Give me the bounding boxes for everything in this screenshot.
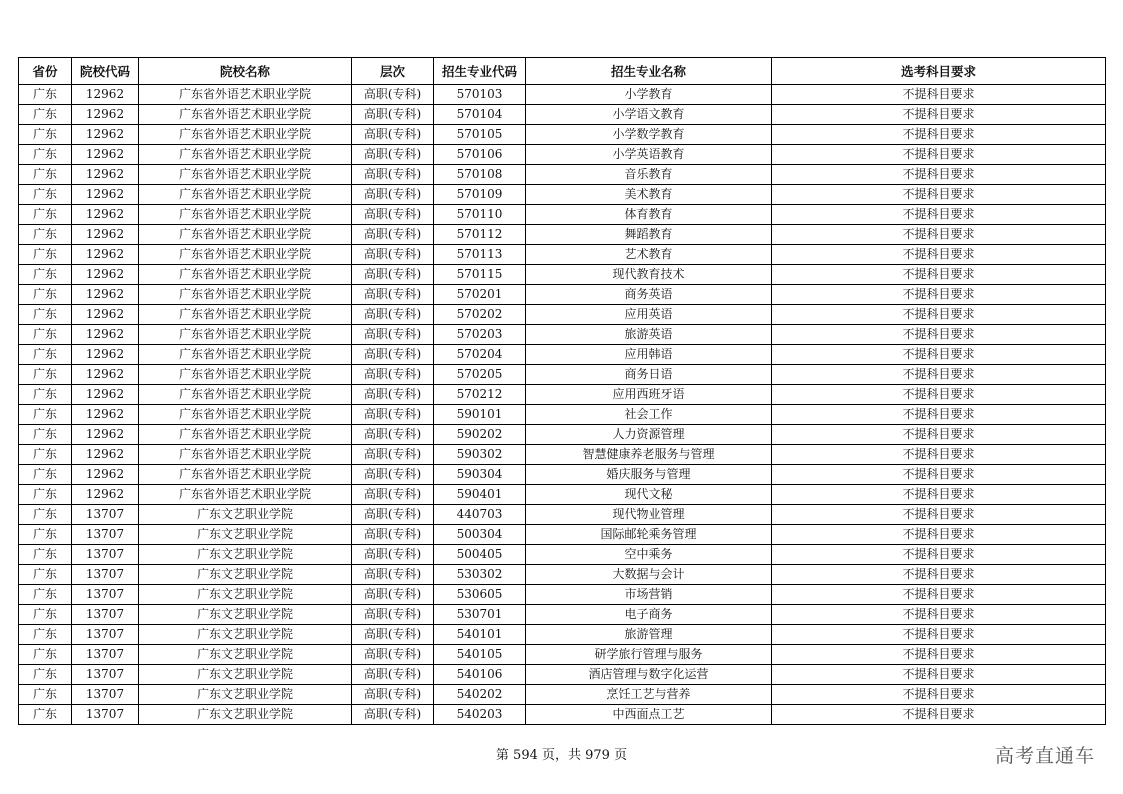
cell-subject-requirement: 不提科目要求 <box>772 605 1106 625</box>
cell-subject-requirement: 不提科目要求 <box>772 125 1106 145</box>
cell-subject-requirement: 不提科目要求 <box>772 185 1106 205</box>
cell-school-code: 13707 <box>72 645 139 665</box>
cell-level: 高职(专科) <box>352 225 434 245</box>
cell-school-code: 13707 <box>72 605 139 625</box>
cell-level: 高职(专科) <box>352 205 434 225</box>
cell-school-name: 广东省外语艺术职业学院 <box>139 405 352 425</box>
cell-school-code: 13707 <box>72 705 139 725</box>
header-school-name: 院校名称 <box>139 58 352 85</box>
cell-school-name: 广东省外语艺术职业学院 <box>139 325 352 345</box>
cell-school-code: 12962 <box>72 465 139 485</box>
table-row <box>19 125 1106 145</box>
cell-school-name: 广东省外语艺术职业学院 <box>139 125 352 145</box>
cell-level: 高职(专科) <box>352 265 434 285</box>
cell-subject-requirement: 不提科目要求 <box>772 265 1106 285</box>
cell-major-code: 530302 <box>434 565 526 585</box>
cell-major-code: 590302 <box>434 445 526 465</box>
cell-major-name: 人力资源管理 <box>526 425 772 445</box>
cell-province: 广东 <box>19 85 72 105</box>
cell-school-code: 12962 <box>72 185 139 205</box>
cell-major-name: 社会工作 <box>526 405 772 425</box>
cell-school-code: 12962 <box>72 485 139 505</box>
cell-province: 广东 <box>19 625 72 645</box>
cell-major-name: 现代物业管理 <box>526 505 772 525</box>
table-row <box>19 405 1106 425</box>
cell-school-name: 广东文艺职业学院 <box>139 585 352 605</box>
cell-school-name: 广东省外语艺术职业学院 <box>139 145 352 165</box>
table-row <box>19 505 1106 525</box>
cell-major-code: 570104 <box>434 105 526 125</box>
cell-school-code: 12962 <box>72 105 139 125</box>
table-row <box>19 625 1106 645</box>
cell-level: 高职(专科) <box>352 545 434 565</box>
cell-school-name: 广东文艺职业学院 <box>139 645 352 665</box>
table-row <box>19 485 1106 505</box>
table-row <box>19 425 1106 445</box>
cell-major-code: 530605 <box>434 585 526 605</box>
cell-province: 广东 <box>19 145 72 165</box>
cell-school-name: 广东省外语艺术职业学院 <box>139 205 352 225</box>
cell-level: 高职(专科) <box>352 185 434 205</box>
cell-subject-requirement: 不提科目要求 <box>772 685 1106 705</box>
table-row <box>19 285 1106 305</box>
cell-major-code: 540106 <box>434 665 526 685</box>
cell-major-code: 590101 <box>434 405 526 425</box>
cell-subject-requirement: 不提科目要求 <box>772 105 1106 125</box>
cell-subject-requirement: 不提科目要求 <box>772 705 1106 725</box>
cell-level: 高职(专科) <box>352 165 434 185</box>
cell-school-code: 12962 <box>72 325 139 345</box>
cell-province: 广东 <box>19 425 72 445</box>
cell-province: 广东 <box>19 125 72 145</box>
cell-major-name: 电子商务 <box>526 605 772 625</box>
table-row <box>19 585 1106 605</box>
cell-province: 广东 <box>19 605 72 625</box>
cell-province: 广东 <box>19 525 72 545</box>
header-row <box>19 58 1106 85</box>
cell-school-name: 广东省外语艺术职业学院 <box>139 165 352 185</box>
cell-major-name: 应用西班牙语 <box>526 385 772 405</box>
table-row <box>19 365 1106 385</box>
table-row <box>19 345 1106 365</box>
table-row <box>19 205 1106 225</box>
cell-major-name: 国际邮轮乘务管理 <box>526 525 772 545</box>
cell-school-name: 广东省外语艺术职业学院 <box>139 385 352 405</box>
cell-level: 高职(专科) <box>352 145 434 165</box>
cell-province: 广东 <box>19 485 72 505</box>
cell-level: 高职(专科) <box>352 105 434 125</box>
cell-school-code: 12962 <box>72 305 139 325</box>
table-row <box>19 245 1106 265</box>
cell-school-code: 13707 <box>72 625 139 645</box>
cell-major-code: 570203 <box>434 325 526 345</box>
cell-subject-requirement: 不提科目要求 <box>772 285 1106 305</box>
cell-province: 广东 <box>19 345 72 365</box>
cell-major-name: 现代教育技术 <box>526 265 772 285</box>
cell-school-code: 12962 <box>72 265 139 285</box>
cell-major-code: 570113 <box>434 245 526 265</box>
cell-major-code: 570115 <box>434 265 526 285</box>
cell-major-name: 旅游管理 <box>526 625 772 645</box>
cell-school-code: 13707 <box>72 685 139 705</box>
cell-school-name: 广东省外语艺术职业学院 <box>139 85 352 105</box>
cell-province: 广东 <box>19 265 72 285</box>
cell-major-name: 研学旅行管理与服务 <box>526 645 772 665</box>
table-row <box>19 325 1106 345</box>
cell-subject-requirement: 不提科目要求 <box>772 445 1106 465</box>
cell-province: 广东 <box>19 705 72 725</box>
cell-major-name: 婚庆服务与管理 <box>526 465 772 485</box>
table-row <box>19 265 1106 285</box>
cell-school-name: 广东省外语艺术职业学院 <box>139 485 352 505</box>
cell-school-code: 12962 <box>72 165 139 185</box>
cell-level: 高职(专科) <box>352 645 434 665</box>
cell-level: 高职(专科) <box>352 245 434 265</box>
cell-major-code: 570204 <box>434 345 526 365</box>
table-row <box>19 105 1106 125</box>
header-school-code: 院校代码 <box>72 58 139 85</box>
cell-school-name: 广东文艺职业学院 <box>139 625 352 645</box>
cell-level: 高职(专科) <box>352 665 434 685</box>
cell-school-name: 广东省外语艺术职业学院 <box>139 105 352 125</box>
cell-major-code: 540105 <box>434 645 526 665</box>
cell-province: 广东 <box>19 685 72 705</box>
cell-level: 高职(专科) <box>352 425 434 445</box>
cell-school-name: 广东省外语艺术职业学院 <box>139 365 352 385</box>
cell-subject-requirement: 不提科目要求 <box>772 525 1106 545</box>
cell-province: 广东 <box>19 445 72 465</box>
cell-subject-requirement: 不提科目要求 <box>772 385 1106 405</box>
cell-major-name: 应用英语 <box>526 305 772 325</box>
cell-school-name: 广东文艺职业学院 <box>139 605 352 625</box>
table-row <box>19 165 1106 185</box>
cell-subject-requirement: 不提科目要求 <box>772 245 1106 265</box>
cell-level: 高职(专科) <box>352 405 434 425</box>
cell-school-name: 广东省外语艺术职业学院 <box>139 265 352 285</box>
cell-major-code: 540203 <box>434 705 526 725</box>
cell-school-name: 广东文艺职业学院 <box>139 565 352 585</box>
cell-subject-requirement: 不提科目要求 <box>772 645 1106 665</box>
cell-major-name: 舞蹈教育 <box>526 225 772 245</box>
cell-school-code: 13707 <box>72 525 139 545</box>
header-level: 层次 <box>352 58 434 85</box>
cell-major-code: 570202 <box>434 305 526 325</box>
cell-major-code: 570201 <box>434 285 526 305</box>
cell-subject-requirement: 不提科目要求 <box>772 465 1106 485</box>
cell-subject-requirement: 不提科目要求 <box>772 625 1106 645</box>
cell-school-name: 广东省外语艺术职业学院 <box>139 425 352 445</box>
cell-school-code: 12962 <box>72 205 139 225</box>
cell-subject-requirement: 不提科目要求 <box>772 165 1106 185</box>
cell-major-name: 旅游英语 <box>526 325 772 345</box>
cell-school-name: 广东省外语艺术职业学院 <box>139 345 352 365</box>
cell-subject-requirement: 不提科目要求 <box>772 225 1106 245</box>
cell-province: 广东 <box>19 565 72 585</box>
cell-school-code: 12962 <box>72 285 139 305</box>
cell-level: 高职(专科) <box>352 445 434 465</box>
cell-school-code: 12962 <box>72 385 139 405</box>
cell-subject-requirement: 不提科目要求 <box>772 545 1106 565</box>
cell-subject-requirement: 不提科目要求 <box>772 505 1106 525</box>
cell-province: 广东 <box>19 545 72 565</box>
table-row <box>19 185 1106 205</box>
cell-level: 高职(专科) <box>352 565 434 585</box>
table-row <box>19 445 1106 465</box>
cell-school-name: 广东省外语艺术职业学院 <box>139 285 352 305</box>
page-number: 第 594 页，共 979 页 <box>495 748 628 763</box>
cell-province: 广东 <box>19 385 72 405</box>
table-row <box>19 565 1106 585</box>
cell-level: 高职(专科) <box>352 85 434 105</box>
cell-major-name: 商务英语 <box>526 285 772 305</box>
cell-province: 广东 <box>19 505 72 525</box>
table-row <box>19 685 1106 705</box>
cell-major-code: 570106 <box>434 145 526 165</box>
cell-province: 广东 <box>19 325 72 345</box>
cell-school-code: 12962 <box>72 405 139 425</box>
cell-major-code: 590304 <box>434 465 526 485</box>
header-major-name: 招生专业名称 <box>526 58 772 85</box>
cell-level: 高职(专科) <box>352 625 434 645</box>
cell-subject-requirement: 不提科目要求 <box>772 145 1106 165</box>
cell-school-code: 12962 <box>72 245 139 265</box>
cell-major-code: 500405 <box>434 545 526 565</box>
cell-major-name: 小学数学教育 <box>526 125 772 145</box>
cell-province: 广东 <box>19 665 72 685</box>
cell-major-code: 590401 <box>434 485 526 505</box>
table-row <box>19 665 1106 685</box>
cell-level: 高职(专科) <box>352 705 434 725</box>
cell-major-name: 现代文秘 <box>526 485 772 505</box>
cell-province: 广东 <box>19 105 72 125</box>
cell-level: 高职(专科) <box>352 125 434 145</box>
cell-major-name: 大数据与会计 <box>526 565 772 585</box>
table-row <box>19 525 1106 545</box>
cell-school-code: 12962 <box>72 345 139 365</box>
table-row <box>19 225 1106 245</box>
header-province: 省份 <box>19 58 72 85</box>
cell-major-name: 小学英语教育 <box>526 145 772 165</box>
cell-major-code: 570110 <box>434 205 526 225</box>
table-row <box>19 85 1106 105</box>
cell-major-name: 空中乘务 <box>526 545 772 565</box>
cell-major-code: 570109 <box>434 185 526 205</box>
cell-subject-requirement: 不提科目要求 <box>772 585 1106 605</box>
cell-subject-requirement: 不提科目要求 <box>772 565 1106 585</box>
header-subject-requirement: 选考科目要求 <box>772 58 1106 85</box>
cell-major-code: 570105 <box>434 125 526 145</box>
admission-table <box>18 57 1106 725</box>
cell-school-name: 广东文艺职业学院 <box>139 665 352 685</box>
table-row <box>19 145 1106 165</box>
header-major-code: 招生专业代码 <box>434 58 526 85</box>
cell-school-code: 12962 <box>72 225 139 245</box>
cell-school-code: 13707 <box>72 665 139 685</box>
cell-major-name: 商务日语 <box>526 365 772 385</box>
cell-major-code: 540202 <box>434 685 526 705</box>
cell-major-name: 体育教育 <box>526 205 772 225</box>
cell-school-code: 12962 <box>72 145 139 165</box>
cell-province: 广东 <box>19 245 72 265</box>
cell-level: 高职(专科) <box>352 525 434 545</box>
table-row <box>19 645 1106 665</box>
cell-school-code: 12962 <box>72 425 139 445</box>
cell-major-name: 中西面点工艺 <box>526 705 772 725</box>
cell-province: 广东 <box>19 305 72 325</box>
cell-province: 广东 <box>19 225 72 245</box>
cell-school-name: 广东省外语艺术职业学院 <box>139 305 352 325</box>
cell-school-code: 13707 <box>72 505 139 525</box>
cell-province: 广东 <box>19 465 72 485</box>
cell-major-name: 音乐教育 <box>526 165 772 185</box>
cell-major-code: 590202 <box>434 425 526 445</box>
table-row <box>19 385 1106 405</box>
cell-province: 广东 <box>19 165 72 185</box>
cell-school-code: 12962 <box>72 85 139 105</box>
table-row <box>19 705 1106 725</box>
cell-subject-requirement: 不提科目要求 <box>772 485 1106 505</box>
cell-school-code: 12962 <box>72 125 139 145</box>
cell-major-name: 智慧健康养老服务与管理 <box>526 445 772 465</box>
cell-subject-requirement: 不提科目要求 <box>772 345 1106 365</box>
cell-school-name: 广东文艺职业学院 <box>139 505 352 525</box>
cell-major-name: 小学语文教育 <box>526 105 772 125</box>
cell-level: 高职(专科) <box>352 285 434 305</box>
cell-subject-requirement: 不提科目要求 <box>772 325 1106 345</box>
cell-school-name: 广东文艺职业学院 <box>139 525 352 545</box>
cell-major-code: 570103 <box>434 85 526 105</box>
cell-level: 高职(专科) <box>352 685 434 705</box>
cell-major-code: 570205 <box>434 365 526 385</box>
cell-school-name: 广东省外语艺术职业学院 <box>139 225 352 245</box>
cell-school-name: 广东省外语艺术职业学院 <box>139 185 352 205</box>
cell-school-code: 13707 <box>72 585 139 605</box>
cell-major-name: 小学教育 <box>526 85 772 105</box>
watermark: 高考直通车 <box>994 745 1095 767</box>
cell-major-code: 570212 <box>434 385 526 405</box>
table-row <box>19 465 1106 485</box>
cell-province: 广东 <box>19 585 72 605</box>
cell-level: 高职(专科) <box>352 485 434 505</box>
cell-subject-requirement: 不提科目要求 <box>772 85 1106 105</box>
cell-level: 高职(专科) <box>352 345 434 365</box>
cell-major-name: 酒店管理与数字化运营 <box>526 665 772 685</box>
cell-major-name: 烹饪工艺与营养 <box>526 685 772 705</box>
cell-major-name: 市场营销 <box>526 585 772 605</box>
cell-level: 高职(专科) <box>352 505 434 525</box>
cell-subject-requirement: 不提科目要求 <box>772 365 1106 385</box>
cell-province: 广东 <box>19 365 72 385</box>
cell-major-code: 570112 <box>434 225 526 245</box>
cell-subject-requirement: 不提科目要求 <box>772 205 1106 225</box>
cell-school-name: 广东文艺职业学院 <box>139 705 352 725</box>
cell-province: 广东 <box>19 645 72 665</box>
cell-school-name: 广东省外语艺术职业学院 <box>139 465 352 485</box>
cell-subject-requirement: 不提科目要求 <box>772 305 1106 325</box>
cell-school-name: 广东文艺职业学院 <box>139 545 352 565</box>
table-row <box>19 305 1106 325</box>
cell-province: 广东 <box>19 205 72 225</box>
cell-school-name: 广东文艺职业学院 <box>139 685 352 705</box>
cell-major-name: 美术教育 <box>526 185 772 205</box>
cell-subject-requirement: 不提科目要求 <box>772 665 1106 685</box>
cell-level: 高职(专科) <box>352 385 434 405</box>
cell-school-name: 广东省外语艺术职业学院 <box>139 245 352 265</box>
cell-level: 高职(专科) <box>352 585 434 605</box>
cell-school-name: 广东省外语艺术职业学院 <box>139 445 352 465</box>
cell-school-code: 12962 <box>72 445 139 465</box>
cell-school-code: 13707 <box>72 545 139 565</box>
cell-level: 高职(专科) <box>352 465 434 485</box>
cell-major-name: 应用韩语 <box>526 345 772 365</box>
cell-school-code: 12962 <box>72 365 139 385</box>
cell-school-code: 13707 <box>72 565 139 585</box>
cell-major-code: 540101 <box>434 625 526 645</box>
cell-subject-requirement: 不提科目要求 <box>772 405 1106 425</box>
cell-level: 高职(专科) <box>352 365 434 385</box>
cell-level: 高职(专科) <box>352 305 434 325</box>
table-row <box>19 605 1106 625</box>
table-row <box>19 545 1106 565</box>
cell-major-name: 艺术教育 <box>526 245 772 265</box>
cell-province: 广东 <box>19 185 72 205</box>
cell-major-code: 440703 <box>434 505 526 525</box>
cell-level: 高职(专科) <box>352 325 434 345</box>
cell-level: 高职(专科) <box>352 605 434 625</box>
cell-major-code: 500304 <box>434 525 526 545</box>
cell-province: 广东 <box>19 405 72 425</box>
cell-major-code: 570108 <box>434 165 526 185</box>
cell-subject-requirement: 不提科目要求 <box>772 425 1106 445</box>
cell-province: 广东 <box>19 285 72 305</box>
cell-major-code: 530701 <box>434 605 526 625</box>
